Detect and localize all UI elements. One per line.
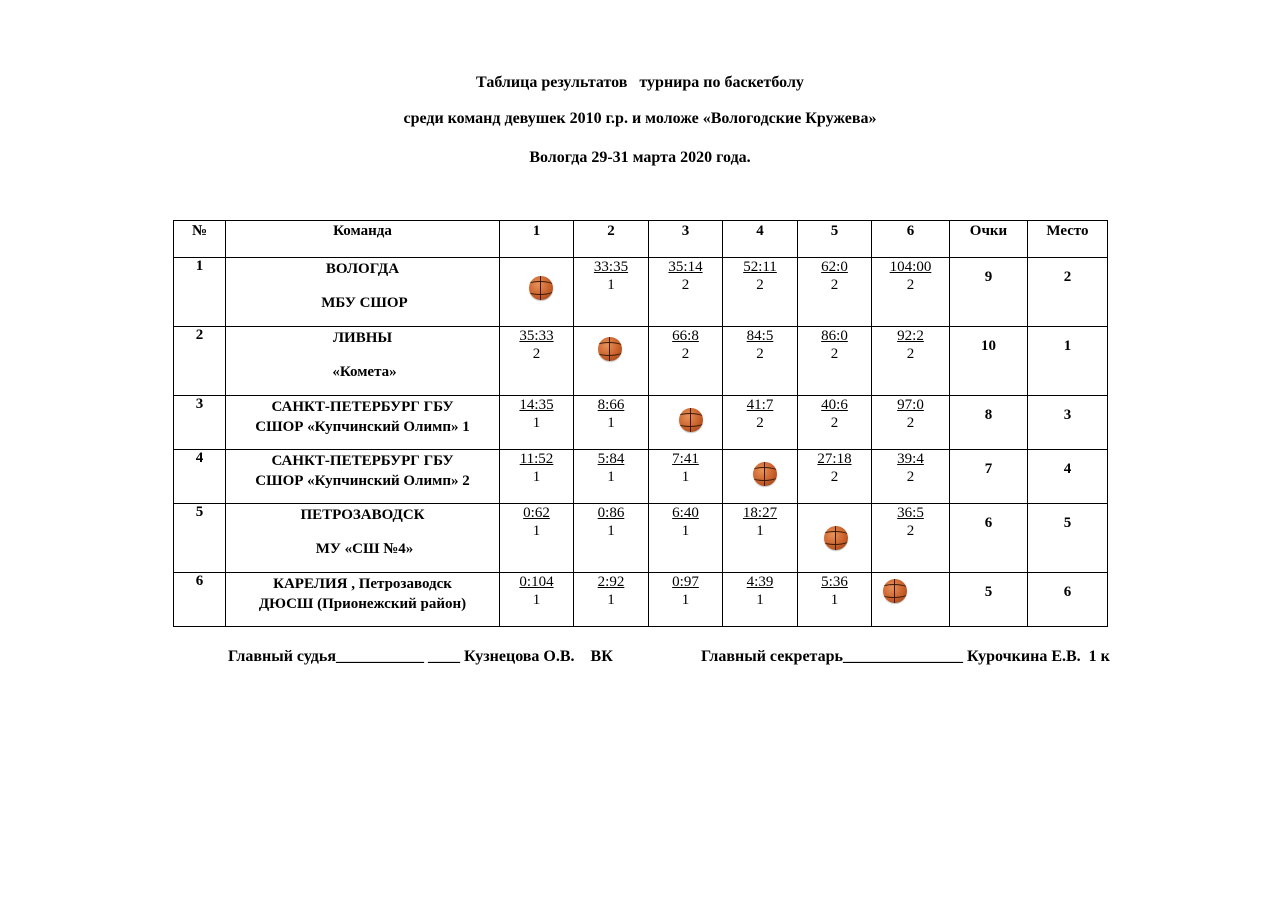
total-points: 9 xyxy=(950,258,1028,327)
game-points: 2 xyxy=(681,277,690,293)
total-points: 8 xyxy=(950,396,1028,450)
game-score: 8:66 xyxy=(597,397,625,413)
table-row xyxy=(174,327,1108,396)
team-cell xyxy=(226,504,500,573)
header-num: № xyxy=(174,221,226,258)
game-points: 2 xyxy=(756,277,764,293)
header-col-3: 3 xyxy=(649,221,723,258)
result-cell xyxy=(574,450,649,504)
result-cell xyxy=(872,327,950,396)
final-place: 4 xyxy=(1028,450,1108,504)
title-line-2: среди команд девушек 2010 г.р. и моложе «Вологодские Кружева» xyxy=(403,110,877,127)
result-cell xyxy=(723,327,798,396)
game-points: 1 xyxy=(681,469,690,485)
result-cell xyxy=(723,258,798,327)
game-score: 0:62 xyxy=(523,505,550,521)
game-score: 5:84 xyxy=(597,451,625,467)
game-score: 5:36 xyxy=(821,574,848,590)
title-line-1: Таблица результатов турнира по баскетболу xyxy=(476,74,804,91)
table-row xyxy=(174,504,1108,573)
header-team: Команда xyxy=(226,221,500,258)
game-score: 14:35 xyxy=(519,397,554,413)
result-cell xyxy=(574,258,649,327)
result-cell xyxy=(798,258,872,327)
game-score: 18:27 xyxy=(742,505,778,521)
chief-judge-line: Главный судья___________ ____ Кузнецова О.В. ВК xyxy=(228,648,613,665)
game-points: 2 xyxy=(906,346,915,362)
team-club: ДЮСШ (Прионежский район) xyxy=(258,596,467,612)
basketball-icon xyxy=(529,276,553,300)
result-cell xyxy=(649,258,723,327)
team-club: СШОР «Купчинский Олимп» 2 xyxy=(255,473,470,489)
result-cell xyxy=(500,327,574,396)
row-number: 4 xyxy=(174,450,226,504)
game-score: 40:6 xyxy=(821,397,848,413)
basketball-icon xyxy=(679,408,703,432)
game-score: 33:35 xyxy=(593,259,629,275)
team-club: «Комета» xyxy=(332,364,397,380)
result-cell xyxy=(574,504,649,573)
game-score: 66:8 xyxy=(672,328,699,344)
result-cell xyxy=(649,327,723,396)
row-number: 1 xyxy=(174,258,226,327)
game-score: 35:33 xyxy=(519,328,554,344)
game-points: 1 xyxy=(681,592,690,608)
table-row xyxy=(174,258,1108,327)
diagonal-cell xyxy=(872,573,950,627)
result-cell xyxy=(872,504,950,573)
team-cell xyxy=(226,258,500,327)
game-score: 104:00 xyxy=(889,259,932,275)
game-points: 1 xyxy=(756,592,764,608)
header-col-5: 5 xyxy=(798,221,872,258)
header-col-6: 6 xyxy=(872,221,950,258)
game-points: 1 xyxy=(607,592,615,608)
game-points: 1 xyxy=(756,523,764,539)
basketball-icon xyxy=(824,526,848,550)
game-points: 1 xyxy=(532,523,541,539)
team-club: СШОР «Купчинский Олимп» 1 xyxy=(255,419,470,435)
result-cell xyxy=(649,450,723,504)
game-score: 52:11 xyxy=(743,259,777,275)
final-place: 1 xyxy=(1028,327,1108,396)
result-cell xyxy=(574,396,649,450)
result-cell xyxy=(574,573,649,627)
team-cell xyxy=(226,396,500,450)
diagonal-cell xyxy=(500,258,574,327)
header-col-1: 1 xyxy=(500,221,574,258)
table-row xyxy=(174,450,1108,504)
result-cell xyxy=(500,573,574,627)
team-club: МБУ СШОР xyxy=(321,295,408,311)
basketball-icon xyxy=(883,579,907,603)
game-points: 1 xyxy=(681,523,690,539)
game-score: 0:97 xyxy=(672,574,699,590)
game-points: 2 xyxy=(756,346,764,362)
header-col-2: 2 xyxy=(574,221,649,258)
header-row xyxy=(174,221,1108,258)
game-score: 84:5 xyxy=(746,328,774,344)
game-points: 1 xyxy=(532,592,541,608)
game-points: 2 xyxy=(681,346,690,362)
game-points: 1 xyxy=(607,469,615,485)
game-points: 1 xyxy=(607,415,615,431)
header-col-4: 4 xyxy=(723,221,798,258)
final-place: 3 xyxy=(1028,396,1108,450)
game-score: 6:40 xyxy=(672,505,699,521)
total-points: 6 xyxy=(950,504,1028,573)
game-points: 2 xyxy=(906,415,915,431)
game-points: 1 xyxy=(607,277,615,293)
game-score: 0:104 xyxy=(519,574,554,590)
game-score: 97:0 xyxy=(897,397,924,413)
game-points: 2 xyxy=(830,469,839,485)
team-city: КАРЕЛИЯ , Петрозаводск xyxy=(273,576,452,592)
table-row xyxy=(174,396,1108,450)
total-points: 10 xyxy=(950,327,1028,396)
header-points: Очки xyxy=(950,221,1028,258)
game-score: 27:18 xyxy=(817,451,852,467)
team-cell xyxy=(226,450,500,504)
diagonal-cell xyxy=(649,396,723,450)
game-points: 2 xyxy=(906,277,915,293)
row-number: 5 xyxy=(174,504,226,573)
result-cell xyxy=(798,450,872,504)
diagonal-cell xyxy=(798,504,872,573)
result-cell xyxy=(723,504,798,573)
game-points: 1 xyxy=(607,523,615,539)
result-cell xyxy=(500,396,574,450)
game-points: 2 xyxy=(756,415,764,431)
result-cell xyxy=(649,504,723,573)
team-club: МУ «СШ №4» xyxy=(315,541,414,557)
team-city: САНКТ-ПЕТЕРБУРГ ГБУ xyxy=(271,453,454,469)
game-points: 2 xyxy=(532,346,541,362)
game-score: 11:52 xyxy=(519,451,554,467)
title-line-3: Вологда 29-31 марта 2020 года. xyxy=(529,149,751,166)
game-score: 35:14 xyxy=(668,259,703,275)
game-points: 2 xyxy=(830,277,839,293)
game-score: 0:86 xyxy=(597,505,625,521)
team-cell xyxy=(226,327,500,396)
final-place: 5 xyxy=(1028,504,1108,573)
result-cell xyxy=(872,450,950,504)
game-points: 1 xyxy=(532,415,541,431)
chief-secretary-line: Главный секретарь_______________ Курочкина Е.В. 1 к xyxy=(701,648,1110,665)
result-cell xyxy=(798,396,872,450)
table-row xyxy=(174,573,1108,627)
game-score: 62:0 xyxy=(821,259,848,275)
game-score: 39:4 xyxy=(897,451,924,467)
result-cell xyxy=(723,396,798,450)
total-points: 5 xyxy=(950,573,1028,627)
game-score: 7:41 xyxy=(672,451,699,467)
game-points: 2 xyxy=(906,523,915,539)
team-cell xyxy=(226,573,500,627)
header-place: Место xyxy=(1028,221,1108,258)
game-points: 2 xyxy=(830,346,839,362)
result-cell xyxy=(798,573,872,627)
result-cell xyxy=(872,258,950,327)
team-city: ЛИВНЫ xyxy=(332,330,393,346)
row-number: 2 xyxy=(174,327,226,396)
total-points: 7 xyxy=(950,450,1028,504)
team-city: ПЕТРОЗАВОДСК xyxy=(300,507,425,523)
row-number: 3 xyxy=(174,396,226,450)
game-points: 2 xyxy=(906,469,915,485)
team-city: САНКТ-ПЕТЕРБУРГ ГБУ xyxy=(271,399,454,415)
result-cell xyxy=(723,573,798,627)
row-number: 6 xyxy=(174,573,226,627)
result-cell xyxy=(649,573,723,627)
basketball-icon xyxy=(753,462,777,486)
game-score: 86:0 xyxy=(821,328,848,344)
game-points: 1 xyxy=(532,469,541,485)
result-cell xyxy=(872,396,950,450)
game-points: 2 xyxy=(830,415,839,431)
final-place: 6 xyxy=(1028,573,1108,627)
game-score: 92:2 xyxy=(897,328,924,344)
game-points: 1 xyxy=(830,592,839,608)
game-score: 4:39 xyxy=(746,574,774,590)
game-score: 41:7 xyxy=(746,397,774,413)
result-cell xyxy=(500,504,574,573)
results-table xyxy=(173,220,1108,627)
diagonal-cell xyxy=(723,450,798,504)
diagonal-cell xyxy=(574,327,649,396)
game-score: 2:92 xyxy=(597,574,625,590)
team-city: ВОЛОГДА xyxy=(325,261,400,277)
final-place: 2 xyxy=(1028,258,1108,327)
result-cell xyxy=(798,327,872,396)
result-cell xyxy=(500,450,574,504)
basketball-icon xyxy=(598,337,622,361)
game-score: 36:5 xyxy=(897,505,924,521)
